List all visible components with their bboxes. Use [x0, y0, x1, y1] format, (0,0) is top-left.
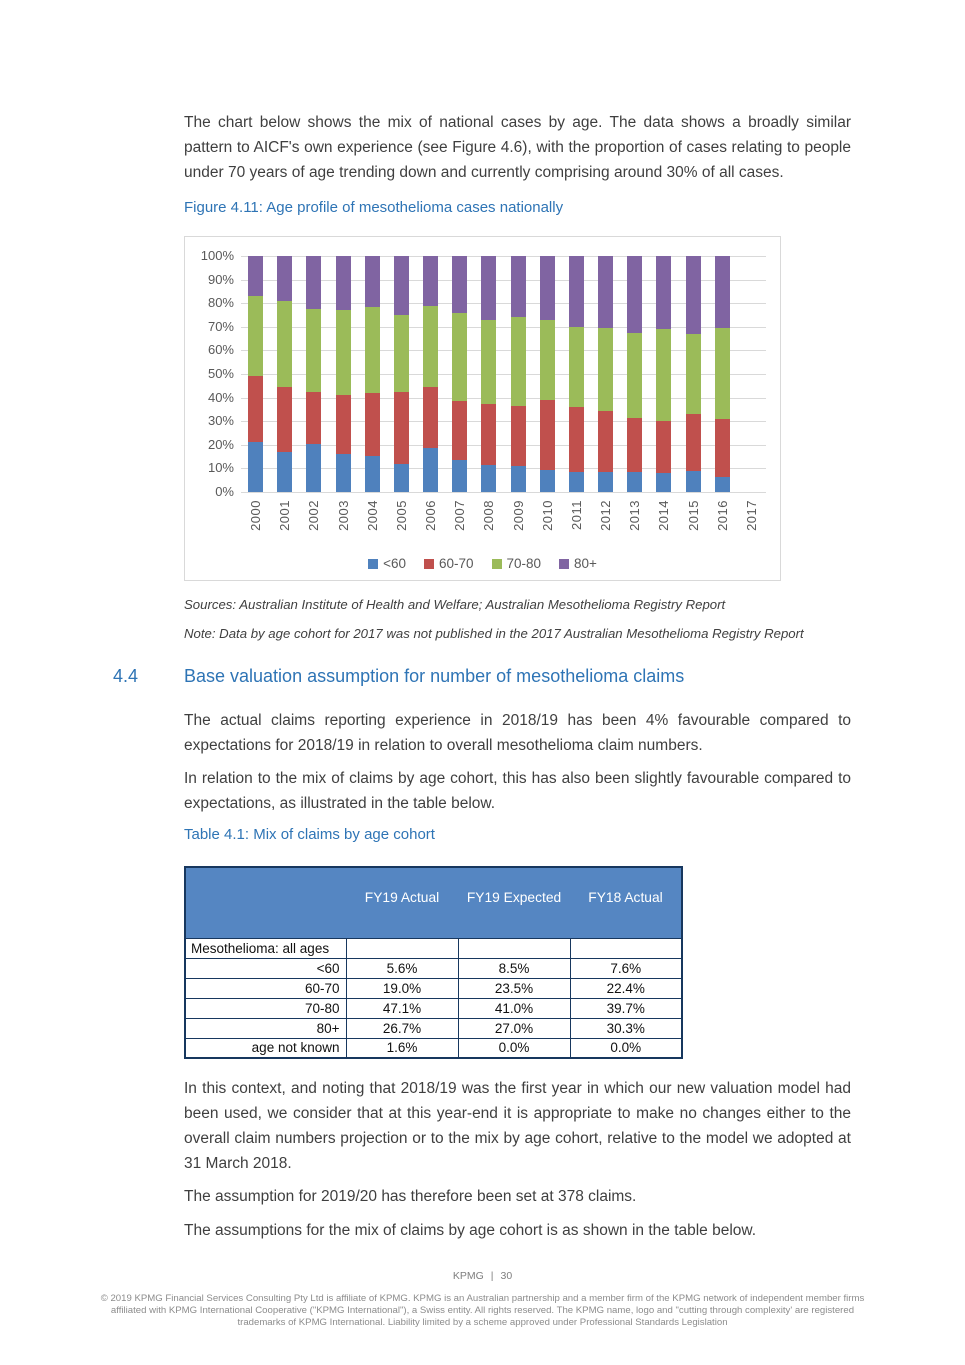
claims-mix-table — [184, 866, 683, 1059]
table-row-label: <60 — [185, 958, 346, 978]
table-row — [185, 958, 682, 978]
chart-legend — [185, 556, 780, 571]
chart-plot-area — [185, 237, 780, 580]
bar-segment-60-70-2000 — [248, 376, 263, 442]
table-row — [185, 998, 682, 1018]
footer-page: 30 — [500, 1270, 513, 1282]
bar-segment-80+-2007 — [452, 256, 467, 313]
x-axis-tick-label: 2008 — [481, 500, 496, 531]
bar-segment-<60-2007 — [452, 460, 467, 492]
bar-segment-60-70-2012 — [598, 411, 613, 472]
bar-segment-70-80-2003 — [336, 310, 351, 395]
bar-segment-80+-2008 — [481, 256, 496, 320]
table-cell: 22.4% — [570, 978, 682, 998]
x-axis-tick-label: 2006 — [423, 500, 438, 531]
legend-item-80+ — [559, 556, 597, 571]
y-axis-tick-label: 80% — [207, 295, 234, 310]
table-cell: 1.6% — [346, 1038, 458, 1058]
bar-segment-80+-2003 — [336, 256, 351, 310]
paragraph-claims-experience: The actual claims reporting experience in 2018/19 has been 4% favourable compared to expectations for 2018/19 in relation to overall mesothelioma claim numbers. — [184, 712, 851, 754]
bar-segment-70-80-2015 — [686, 334, 701, 414]
table-column-header: FY19 Expected — [458, 867, 570, 938]
table-column-header: FY19 Actual — [346, 867, 458, 938]
figure-4-11-chart — [184, 236, 781, 581]
table-row — [185, 1038, 682, 1058]
bar-segment-80+-2004 — [365, 256, 380, 307]
bar-segment-<60-2004 — [365, 455, 380, 492]
paragraph-no-changes: In this context, and noting that 2018/19 was the first year in which our new valuation model had been used, we consider that at this year-end it is appropriate to make no changes either to the overall claim numbers projection or to the mix by age cohort, relative to the model we adopted at 31 March 2018. — [184, 1080, 851, 1172]
bar-segment-70-80-2005 — [394, 315, 409, 392]
legend-label: 80+ — [574, 556, 597, 571]
footer-page-number — [0, 1270, 965, 1282]
legend-swatch-icon — [424, 559, 434, 569]
figure-caption: Figure 4.11: Age profile of mesothelioma cases nationally — [184, 199, 564, 216]
legend-label: <60 — [383, 556, 406, 571]
table-cell: 0.0% — [458, 1038, 570, 1058]
bar-segment-<60-2001 — [277, 452, 292, 492]
bar-segment-70-80-2010 — [540, 320, 555, 400]
x-axis-tick-label: 2011 — [569, 500, 584, 530]
table-cell: 23.5% — [458, 978, 570, 998]
x-axis-tick-label: 2001 — [277, 500, 292, 531]
bar-segment-70-80-2009 — [511, 317, 526, 406]
bar-segment-<60-2002 — [306, 444, 321, 492]
bar-segment-80+-2015 — [686, 256, 701, 334]
x-axis-tick-label: 2016 — [715, 500, 730, 531]
y-axis-tick-label: 30% — [207, 413, 234, 428]
bar-segment-70-80-2006 — [423, 306, 438, 387]
y-axis-tick-label: 0% — [215, 484, 234, 499]
bar-segment-60-70-2009 — [511, 406, 526, 466]
bar-segment-60-70-2014 — [656, 421, 671, 473]
table-row-label: Mesothelioma: all ages — [185, 938, 346, 958]
bar-segment-80+-2011 — [569, 256, 584, 327]
y-axis-tick-label: 100% — [200, 248, 234, 263]
x-axis-tick-label: 2007 — [452, 500, 467, 531]
y-axis-tick-label: 20% — [207, 437, 234, 452]
x-axis-tick-label: 2017 — [744, 500, 759, 531]
bar-segment-60-70-2006 — [423, 387, 438, 448]
bar-segment-<60-2009 — [511, 466, 526, 492]
table-cell: 26.7% — [346, 1018, 458, 1038]
table-cell: 30.3% — [570, 1018, 682, 1038]
table-cell: 0.0% — [570, 1038, 682, 1058]
legend-label: 70-80 — [506, 556, 542, 571]
legend-item-60-70 — [424, 556, 474, 571]
table-corner-cell — [185, 867, 346, 938]
bar-segment-60-70-2004 — [365, 393, 380, 456]
bar-segment-60-70-2001 — [277, 387, 292, 452]
y-axis-tick-label: 50% — [207, 366, 234, 381]
bar-segment-70-80-2016 — [715, 328, 730, 419]
bar-segment-60-70-2003 — [336, 395, 351, 454]
bar-segment-<60-2010 — [540, 470, 555, 492]
intro-paragraph: The chart below shows the mix of national cases by age. The data shows a broadly similar pattern to AICF's own experience (see Figure 4.6), with the proportion of cases relating to people under 70 years of age trending down and currently comprising around 30% of all cases. — [184, 114, 851, 181]
chart-gridline — [241, 492, 766, 493]
table-row-label: age not known — [185, 1038, 346, 1058]
footer-separator: | — [490, 1270, 494, 1282]
bar-segment-<60-2011 — [569, 472, 584, 492]
bar-segment-70-80-2007 — [452, 313, 467, 401]
bar-segment-70-80-2014 — [656, 329, 671, 421]
table-row-label: 70-80 — [185, 998, 346, 1018]
bar-segment-60-70-2011 — [569, 407, 584, 472]
x-axis-tick-label: 2010 — [540, 500, 555, 531]
table-cell: 8.5% — [458, 958, 570, 978]
bar-segment-60-70-2007 — [452, 401, 467, 460]
sources-note: Sources: Australian Institute of Health and Welfare; Australian Mesothelioma Registry Report — [184, 597, 726, 612]
bar-segment-80+-2009 — [511, 256, 526, 317]
table-cell — [570, 938, 682, 958]
y-axis-tick-label: 10% — [207, 460, 234, 475]
table-column-header: FY18 Actual — [570, 867, 682, 938]
paragraph-assumption-378: The assumption for 2019/20 has therefore been set at 378 claims. — [184, 1188, 637, 1205]
legend-label: 60-70 — [438, 556, 474, 571]
copyright-text: © 2019 KPMG Financial Services Consulting Pty Ltd is affiliate of KPMG. KPMG is an Australian partnership and a member firm of the KPMG network of independent member firms affiliated with KPMG International Cooperative ("KPMG International"), a Swiss entity. All rights reserved. The KPMG name, logo and "cutting through complexity' are registered trademarks of KPMG International. Liability limited by a scheme approved under Professional Standards Legislation — [100, 1293, 865, 1328]
bar-segment-80+-2002 — [306, 256, 321, 309]
table-cell — [346, 938, 458, 958]
legend-swatch-icon — [492, 559, 502, 569]
bar-segment-70-80-2011 — [569, 327, 584, 407]
y-axis-tick-label: 40% — [207, 390, 234, 405]
bar-segment-<60-2016 — [715, 477, 730, 492]
bar-segment-<60-2015 — [686, 471, 701, 492]
y-axis-tick-label: 90% — [207, 272, 234, 287]
bar-segment-<60-2013 — [627, 472, 642, 492]
x-axis-tick-label: 2013 — [627, 500, 642, 531]
bar-segment-70-80-2012 — [598, 328, 613, 411]
table-row — [185, 1018, 682, 1038]
table-cell: 19.0% — [346, 978, 458, 998]
legend-swatch-icon — [368, 559, 378, 569]
table-cell: 7.6% — [570, 958, 682, 978]
table-cell — [458, 938, 570, 958]
legend-swatch-icon — [559, 559, 569, 569]
x-axis-tick-label: 2014 — [656, 500, 671, 531]
bar-segment-80+-2005 — [394, 256, 409, 315]
bar-segment-80+-2012 — [598, 256, 613, 328]
bar-segment-80+-2014 — [656, 256, 671, 329]
table-cell: 27.0% — [458, 1018, 570, 1038]
x-axis-tick-label: 2005 — [394, 500, 409, 531]
bar-segment-70-80-2004 — [365, 307, 380, 393]
table-row — [185, 978, 682, 998]
y-axis-tick-label: 70% — [207, 319, 234, 334]
x-axis-tick-label: 2015 — [686, 500, 701, 531]
bar-segment-60-70-2005 — [394, 392, 409, 464]
claims-mix-table-body — [185, 938, 682, 1058]
claims-mix-table-header — [185, 867, 682, 938]
bar-segment-60-70-2008 — [481, 404, 496, 465]
bar-segment-70-80-2013 — [627, 333, 642, 418]
table-cell: 5.6% — [346, 958, 458, 978]
table-row-label: 60-70 — [185, 978, 346, 998]
bar-segment-70-80-2000 — [248, 296, 263, 376]
bar-segment-80+-2016 — [715, 256, 730, 328]
table-row — [185, 938, 682, 958]
bar-segment-80+-2006 — [423, 256, 438, 306]
bar-segment-<60-2006 — [423, 448, 438, 492]
bar-segment-80+-2010 — [540, 256, 555, 320]
bar-segment-80+-2000 — [248, 256, 263, 296]
x-axis-tick-label: 2002 — [306, 500, 321, 531]
table-cell: 47.1% — [346, 998, 458, 1018]
x-axis-tick-label: 2012 — [598, 500, 613, 531]
legend-item-<60 — [368, 556, 406, 571]
bar-segment-<60-2012 — [598, 472, 613, 492]
bar-segment-60-70-2010 — [540, 400, 555, 470]
x-axis-tick-label: 2000 — [248, 500, 263, 531]
legend-item-70-80 — [492, 556, 542, 571]
bar-segment-60-70-2015 — [686, 414, 701, 471]
table-cell: 41.0% — [458, 998, 570, 1018]
footer-brand: KPMG — [452, 1270, 484, 1282]
bar-segment-60-70-2016 — [715, 419, 730, 477]
section-title: Base valuation assumption for number of mesothelioma claims — [184, 666, 685, 686]
bar-segment-<60-2003 — [336, 454, 351, 492]
bar-segment-<60-2005 — [394, 464, 409, 492]
bar-segment-<60-2000 — [248, 442, 263, 492]
y-axis-tick-label: 60% — [207, 342, 234, 357]
bar-segment-60-70-2002 — [306, 392, 321, 444]
x-axis-tick-label: 2004 — [365, 500, 380, 531]
x-axis-tick-label: 2009 — [511, 500, 526, 531]
x-axis-tick-label: 2003 — [336, 500, 351, 531]
bar-segment-<60-2008 — [481, 465, 496, 492]
bar-segment-80+-2013 — [627, 256, 642, 333]
bar-segment-60-70-2013 — [627, 418, 642, 472]
table-caption: Table 4.1: Mix of claims by age cohort — [184, 826, 435, 843]
table-row-label: 80+ — [185, 1018, 346, 1038]
paragraph-assumptions-mix: The assumptions for the mix of claims by age cohort is as shown in the table below. — [184, 1222, 757, 1239]
bar-segment-70-80-2008 — [481, 320, 496, 404]
data-note: Note: Data by age cohort for 2017 was not published in the 2017 Australian Mesothelioma Registry Report — [184, 626, 804, 641]
table-cell: 39.7% — [570, 998, 682, 1018]
bar-segment-80+-2001 — [277, 256, 292, 301]
bar-segment-<60-2014 — [656, 473, 671, 492]
bar-segment-70-80-2002 — [306, 309, 321, 392]
section-number: 4.4 — [113, 666, 139, 686]
paragraph-mix-favourable: In relation to the mix of claims by age cohort, this has also been slightly favourable compared to expectations, as illustrated in the table below. — [184, 770, 851, 812]
bar-segment-70-80-2001 — [277, 301, 292, 387]
